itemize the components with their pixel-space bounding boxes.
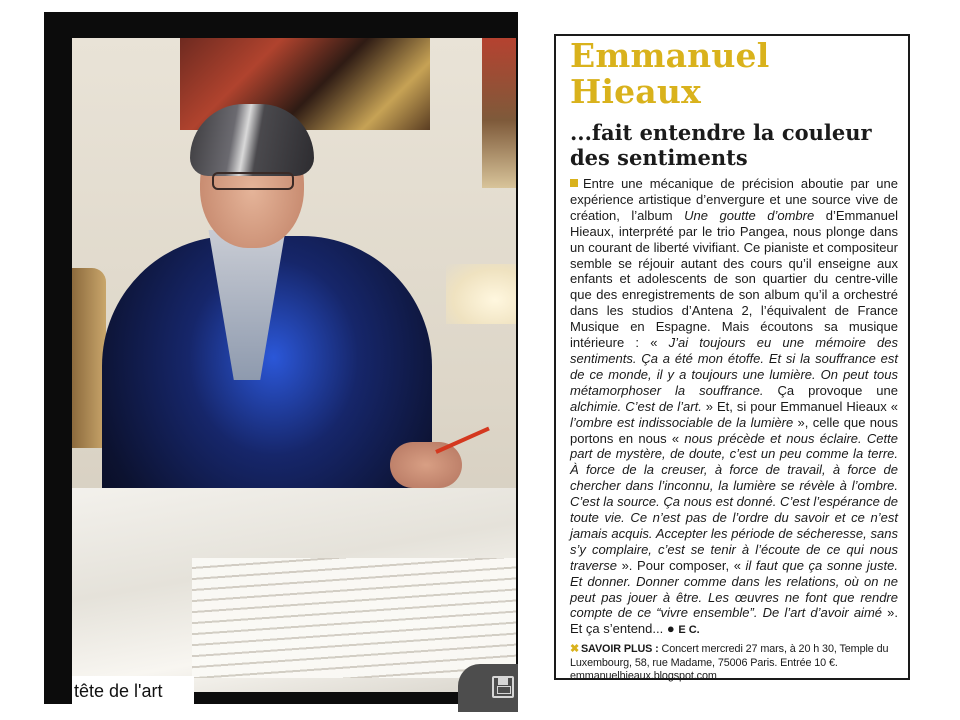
article-panel bbox=[554, 34, 910, 683]
lamp-light bbox=[446, 264, 516, 324]
bullet-square-icon bbox=[570, 179, 578, 187]
savoir-plus bbox=[570, 643, 898, 684]
photo-frame bbox=[44, 12, 518, 704]
pencil bbox=[435, 427, 490, 454]
quote: il faut que ça sonne juste. Et donner. Donner comme dans les relations, où on ne peut pas jouer à être. Les œuvres ne font que rendre compte de ce “vivre ensemble”. De l’art d’avoir aimé bbox=[570, 557, 898, 621]
article-headline: ...fait entendre la couleur des sentiments bbox=[570, 120, 872, 170]
article-name-line2: Hieaux bbox=[570, 72, 701, 111]
quote: l’ombre est indissociable de la lumière bbox=[570, 414, 794, 430]
photo-caption: tête de l'art bbox=[72, 676, 194, 706]
author-signature: E C. bbox=[678, 624, 700, 637]
wall-painting-edge bbox=[482, 38, 516, 188]
album-title: Une goutte d’ombre bbox=[684, 207, 815, 223]
quote: nous précède et nous éclaire. Cette part de mystère, de doute, c’est un peu comme la terre. À force de la creuser, à force de travail, à force de chercher dans l’inconnu, la lumière se révèle à l’ombre. C’est la source. Ça nous est donné. C’est l’espérance de toute vie. Ce n’est pas de l’ordre du savoir et ce n’est jamais acquis. Accepter les période de sécheresse, sans s’y complaire, c’est se tenir à l’écoute de ce qui nous traverse bbox=[570, 430, 898, 573]
savoir-plus-text: Concert mercredi 27 mars, à 20 h 30, Temple du Luxembourg, 58, rue Madame, 75006 Paris. Entrée 10 €. emmanuelhieaux.blogspot.com bbox=[570, 643, 889, 683]
quote: J’ai toujours eu une mémoire des sentiments. Ça a été mon étoffe. Et si la souffrance est de ce monde, il y a toujours une lumière. On peut tous métamorphoser la souffrance. bbox=[570, 335, 898, 398]
chair bbox=[72, 268, 106, 448]
article-body: Entre une mécanique de précision aboutie par une expérience artistique d’envergure et une source vive de création, l’album Une goutte d’ombre d’Emmanuel Hieaux, interprété par le trio Pangea, nous plonge dans un courant de liberté vivifiant. Ce pianiste et compositeur semble se réjouir autant des cours qu’il enseigne aux enfants et adolescents de son quartier du centre-ville que des enregistrements de son album qu’il a orchestré dans les studios d’Antena 2, l’équivalent de France Musique en Espagne. Mais écoutons sa musique intérieure : « J’ai toujours eu une mémoire des sentiments. Ça a été mon étoffe. Et si la souffrance est de ce monde, il y a toujours une lumière. On peut tous métamorphoser la souffrance. Ça provoque une alchimie. C’est de l’art. » Et, si pour Emmanuel Hieaux « l’ombre est indissociable de la lumière », celle que nous portons en nous « nous précède et nous éclaire. Cette part de mystère, de doute, c’est un peu comme la terre. À force de la creuser, à force de travail, à force de chercher dans l’inconnu, la lumière se révèle à l’ombre. C’est la source. Ça nous est donné. C’est l’espérance de toute vie. Ce n’est pas de l’ordre du savoir et ce n’est jamais acquis. Accepter les période de sécheresse, sans s’y complaire, c’est se tenir à l’écoute de ce qui nous traverse ». Pour composer, « il faut que ça sonne juste. Et donner. Donner comme dans les relations, où on ne peut pas jouer à être. Les œuvres ne font que rendre compte de ce “vivre ensemble”. De l’art d’avoir aimé ». Et ça s’entend... ● E C. bbox=[570, 176, 898, 637]
person-hand bbox=[390, 442, 462, 488]
save-icon[interactable] bbox=[492, 676, 514, 698]
paper-stack bbox=[192, 558, 516, 678]
article-name-line1: Emmanuel bbox=[570, 36, 770, 75]
person-glasses bbox=[212, 172, 294, 190]
quote: alchimie. C’est de l’art. bbox=[570, 398, 702, 414]
portrait-photo bbox=[72, 38, 516, 692]
cross-icon: ✖ bbox=[570, 643, 579, 656]
savoir-plus-label: SAVOIR PLUS : bbox=[580, 643, 659, 656]
